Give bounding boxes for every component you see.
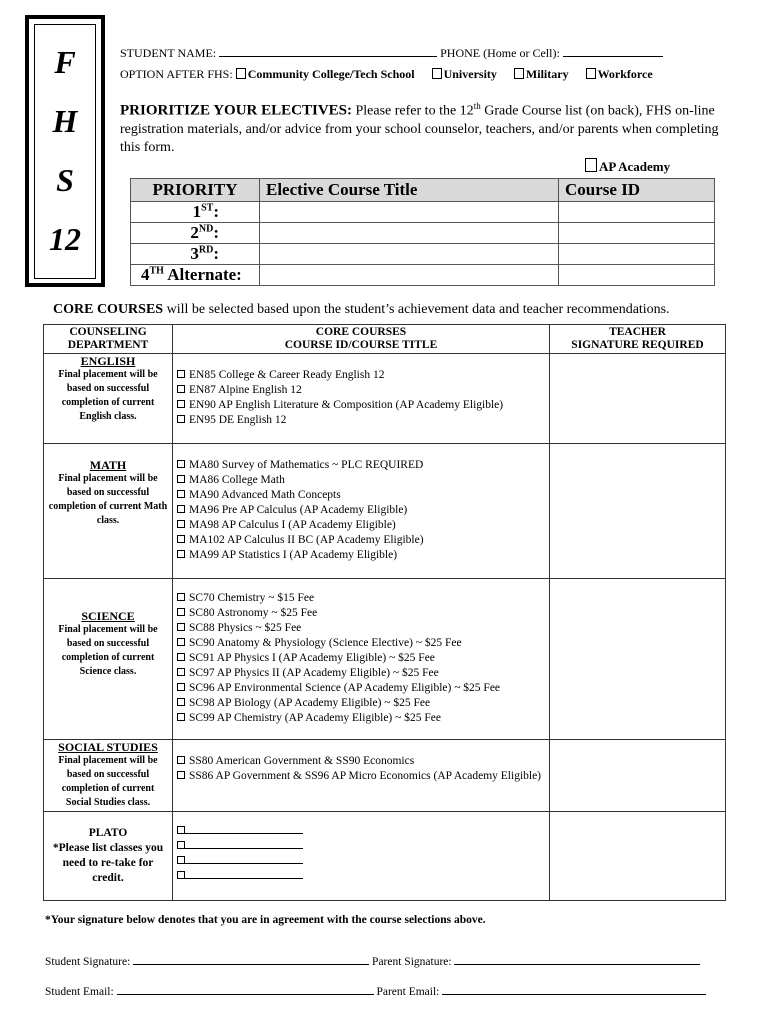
prioritize-text-a: Please refer to the 12 xyxy=(355,103,474,119)
fhs-12-side-box xyxy=(25,15,105,287)
social-studies-row xyxy=(44,740,726,812)
checkbox-icon[interactable] xyxy=(177,535,185,543)
checkbox-icon[interactable] xyxy=(177,460,185,468)
checkbox-icon[interactable] xyxy=(177,593,185,601)
student-signature-field[interactable] xyxy=(133,964,369,965)
course-ma98[interactable]: MA98 AP Calculus I (AP Academy Eligible) xyxy=(177,518,545,533)
plato-line-2[interactable] xyxy=(177,839,545,854)
course-ma90[interactable]: MA90 Advanced Math Concepts xyxy=(177,488,545,503)
course-sc97[interactable]: SC97 AP Physics II (AP Academy Eligible) ~ $25 Fee xyxy=(177,666,545,681)
prioritize-text-b: Grade Course list (on back), FHS on-line registration materials, and/or advice from your school counselor, teachers, and/or parents when completing this form. xyxy=(120,103,719,155)
checkbox-icon[interactable] xyxy=(177,683,185,691)
student-email-field[interactable] xyxy=(117,994,374,995)
side-letters xyxy=(34,24,96,279)
priority-header: PRIORITY xyxy=(131,179,260,202)
course-ss80[interactable]: SS80 American Government & SS90 Economics xyxy=(177,754,545,769)
checkbox-icon[interactable] xyxy=(177,638,185,646)
course-en90[interactable]: EN90 AP English Literature & Composition (AP Academy Eligible) xyxy=(177,398,545,413)
checkbox-icon[interactable] xyxy=(177,400,185,408)
elective-row-2 xyxy=(131,223,715,244)
agreement-note: *Your signature below denotes that you are in agreement with the course selections above. xyxy=(45,914,486,926)
plato-line-3[interactable] xyxy=(177,854,545,869)
dept-header: COUNSELING DEPARTMENT xyxy=(44,325,173,354)
elective-3-title-field[interactable] xyxy=(260,244,559,265)
elective-row-3 xyxy=(131,244,715,265)
course-sc80[interactable]: SC80 Astronomy ~ $25 Fee xyxy=(177,606,545,621)
option-line xyxy=(120,67,653,82)
community-college-checkbox[interactable] xyxy=(236,68,246,79)
science-courses-cell xyxy=(173,579,550,740)
course-en87[interactable]: EN87 Alpine English 12 xyxy=(177,383,545,398)
military-checkbox[interactable] xyxy=(514,68,524,79)
priority-1-label: 1ST: xyxy=(131,202,260,223)
student-name-field[interactable] xyxy=(219,56,437,57)
checkbox-icon[interactable] xyxy=(177,623,185,631)
priority-4-label: 4TH Alternate: xyxy=(131,265,260,286)
core-courses-intro-rest: will be selected based upon the student’s achievement data and teacher recommendations. xyxy=(163,302,670,317)
checkbox-icon[interactable] xyxy=(177,698,185,706)
ap-academy-label: AP Academy xyxy=(599,159,671,174)
course-en95[interactable]: EN95 DE English 12 xyxy=(177,413,545,428)
course-ma86[interactable]: MA86 College Math xyxy=(177,473,545,488)
prioritize-paragraph xyxy=(120,97,720,157)
parent-email-label: Parent Email: xyxy=(376,986,440,998)
course-sc90[interactable]: SC90 Anatomy & Physiology (Science Elective) ~ $25 Fee xyxy=(177,636,545,651)
student-info-line xyxy=(120,46,663,61)
electives-table xyxy=(130,178,715,286)
math-dept-cell xyxy=(44,444,173,579)
core-courses-intro xyxy=(53,302,670,318)
math-dept-name: MATH xyxy=(89,458,127,472)
english-signature-cell[interactable] xyxy=(550,354,726,444)
checkbox-icon[interactable] xyxy=(177,608,185,616)
course-sc91[interactable]: SC91 AP Physics I (AP Academy Eligible) ~ $25 Fee xyxy=(177,651,545,666)
course-sc98[interactable]: SC98 AP Biology (AP Academy Eligible) ~ $25 Fee xyxy=(177,696,545,711)
priority-2-label: 2ND: xyxy=(131,223,260,244)
plato-signature-cell[interactable] xyxy=(550,812,726,901)
science-dept-note: Final placement will be based on successful completion of current Science class. xyxy=(58,624,158,677)
phone-field[interactable] xyxy=(563,56,663,57)
course-id-header: Course ID xyxy=(559,179,715,202)
course-ss86[interactable]: SS86 AP Government & SS96 AP Micro Economics (AP Academy Eligible) xyxy=(177,769,545,784)
course-ma99[interactable]: MA99 AP Statistics I (AP Academy Eligible) xyxy=(177,548,545,563)
checkbox-icon[interactable] xyxy=(177,550,185,558)
courses-header: CORE COURSES COURSE ID/COURSE TITLE xyxy=(173,325,550,354)
elective-4-id-field[interactable] xyxy=(559,265,715,286)
prioritize-sup: th xyxy=(473,101,481,111)
checkbox-icon[interactable] xyxy=(177,826,185,834)
plato-dept-name: PLATO xyxy=(88,827,128,839)
parent-signature-label: Parent Signature: xyxy=(372,956,452,968)
course-ma96[interactable]: MA96 Pre AP Calculus (AP Academy Eligible) xyxy=(177,503,545,518)
elective-3-id-field[interactable] xyxy=(559,244,715,265)
course-en85[interactable]: EN85 College & Career Ready English 12 xyxy=(177,368,545,383)
social-studies-courses-cell xyxy=(173,740,550,812)
checkbox-icon[interactable] xyxy=(177,385,185,393)
course-sc99[interactable]: SC99 AP Chemistry (AP Academy Eligible) ~ $25 Fee xyxy=(177,711,545,726)
course-sc88[interactable]: SC88 Physics ~ $25 Fee xyxy=(177,621,545,636)
checkbox-icon[interactable] xyxy=(177,415,185,423)
elective-row-1 xyxy=(131,202,715,223)
english-dept-note: Final placement will be based on successful completion of current English class. xyxy=(58,369,158,422)
elective-4-title-field[interactable] xyxy=(260,265,559,286)
checkbox-icon[interactable] xyxy=(177,520,185,528)
elective-2-id-field[interactable] xyxy=(559,223,715,244)
side-letter-f: F xyxy=(54,43,76,80)
core-courses-intro-bold: CORE COURSES xyxy=(53,302,164,317)
student-name-label: STUDENT NAME: xyxy=(120,46,217,60)
checkbox-icon[interactable] xyxy=(177,475,185,483)
course-ma80[interactable]: MA80 Survey of Mathematics ~ PLC REQUIRED xyxy=(177,458,545,473)
plato-row xyxy=(44,812,726,901)
workforce-checkbox[interactable] xyxy=(586,68,596,79)
checkbox-icon[interactable] xyxy=(177,370,185,378)
checkbox-icon[interactable] xyxy=(177,490,185,498)
priority-3-label: 3RD: xyxy=(131,244,260,265)
course-sc70[interactable]: SC70 Chemistry ~ $15 Fee xyxy=(177,591,545,606)
email-line xyxy=(45,986,706,998)
core-courses-table xyxy=(43,324,726,901)
elective-2-title-field[interactable] xyxy=(260,223,559,244)
course-ma102[interactable]: MA102 AP Calculus II BC (AP Academy Eligible) xyxy=(177,533,545,548)
english-dept-name: ENGLISH xyxy=(80,354,136,368)
side-letter-h: H xyxy=(52,102,78,139)
math-signature-cell[interactable] xyxy=(550,444,726,579)
elective-row-4 xyxy=(131,265,715,286)
elective-1-title-field[interactable] xyxy=(260,202,559,223)
english-dept-cell xyxy=(44,354,173,444)
english-courses-cell xyxy=(173,354,550,444)
plato-dept-note: *Please list classes you need to re-take for credit. xyxy=(52,842,164,884)
core-header-row xyxy=(44,325,726,354)
checkbox-icon[interactable] xyxy=(177,505,185,513)
social-studies-dept-name: SOCIAL STUDIES xyxy=(58,740,158,754)
plato-line-4[interactable] xyxy=(177,869,545,884)
plato-line-1[interactable] xyxy=(177,824,545,839)
checkbox-icon[interactable] xyxy=(177,668,185,676)
side-letter-12: 12 xyxy=(49,221,81,258)
checkbox-icon[interactable] xyxy=(177,771,185,779)
checkbox-icon[interactable] xyxy=(177,756,185,764)
plato-dept-cell xyxy=(44,812,173,901)
science-dept-name: SCIENCE xyxy=(81,609,135,623)
option-military: Military xyxy=(525,67,569,81)
checkbox-icon[interactable] xyxy=(177,713,185,721)
science-dept-cell xyxy=(44,579,173,740)
teacher-signature-header: TEACHER SIGNATURE REQUIRED xyxy=(550,325,726,354)
signature-line xyxy=(45,956,700,968)
math-row xyxy=(44,444,726,579)
option-community-college: Community College/Tech School xyxy=(247,67,415,81)
math-courses-cell xyxy=(173,444,550,579)
science-signature-cell[interactable] xyxy=(550,579,726,740)
student-email-label: Student Email: xyxy=(45,986,114,998)
university-checkbox[interactable] xyxy=(432,68,442,79)
option-workforce: Workforce xyxy=(597,67,653,81)
ap-academy-checkbox[interactable] xyxy=(585,158,597,172)
math-dept-note: Final placement will be based on successful completion of current Math class. xyxy=(48,473,168,526)
elective-title-header: Elective Course Title xyxy=(260,179,559,202)
student-signature-label: Student Signature: xyxy=(45,956,131,968)
science-row xyxy=(44,579,726,740)
social-studies-signature-cell[interactable] xyxy=(550,740,726,812)
parent-signature-field[interactable] xyxy=(454,964,700,965)
prioritize-title: PRIORITIZE YOUR ELECTIVES: xyxy=(120,102,352,119)
ap-academy-option xyxy=(585,158,670,175)
checkbox-icon[interactable] xyxy=(177,841,185,849)
social-studies-dept-cell xyxy=(44,740,173,812)
plato-courses-cell xyxy=(173,812,550,901)
phone-label: PHONE (Home or Cell): xyxy=(440,46,560,60)
electives-header-row xyxy=(131,179,715,202)
option-university: University xyxy=(443,67,497,81)
course-sc96[interactable]: SC96 AP Environmental Science (AP Academy Eligible) ~ $25 Fee xyxy=(177,681,545,696)
side-letter-s: S xyxy=(56,162,74,199)
checkbox-icon[interactable] xyxy=(177,653,185,661)
checkbox-icon[interactable] xyxy=(177,871,185,879)
social-studies-dept-note: Final placement will be based on successful completion of current Social Studies class. xyxy=(58,755,158,808)
parent-email-field[interactable] xyxy=(442,994,706,995)
option-label: OPTION AFTER FHS: xyxy=(120,67,233,81)
checkbox-icon[interactable] xyxy=(177,856,185,864)
english-row xyxy=(44,354,726,444)
elective-1-id-field[interactable] xyxy=(559,202,715,223)
